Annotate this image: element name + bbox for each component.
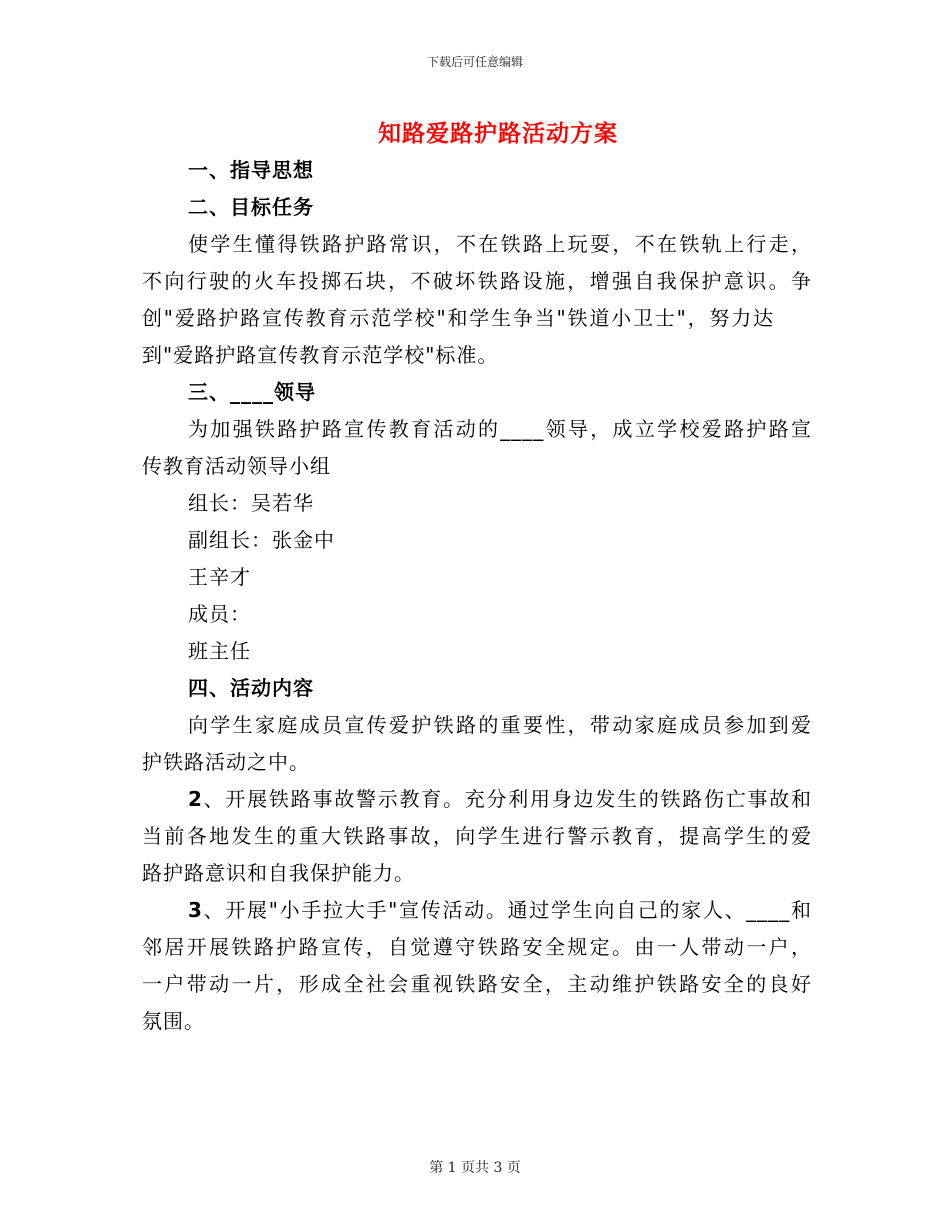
paragraph-line: 氛围。	[142, 1009, 205, 1033]
deputy-leader-2: 王辛才	[188, 565, 251, 589]
item-text: 、开展"小手拉大手"宣传活动。通过学生向自己的家人、____和	[202, 898, 812, 922]
item-text: 、开展铁路事故警示教育。充分利用身边发生的铁路伤亡事故和	[202, 787, 812, 811]
group-leader: 组长：吴若华	[188, 491, 314, 515]
paragraph-line: 传教育活动领导小组	[142, 454, 331, 478]
item-number: 3	[188, 898, 203, 922]
item-number: 2	[188, 787, 203, 811]
paragraph-line: 一户带动一片，形成全社会重视铁路安全，主动维护铁路安全的良好	[142, 972, 812, 996]
activity-item-3	[142, 892, 812, 929]
section-heading-guiding-ideology: 一、指导思想	[188, 158, 314, 182]
paragraph-line: 路护路意识和自我保护能力。	[142, 861, 415, 885]
paragraph-line: 使学生懂得铁路护路常识，不在铁路上玩耍，不在铁轨上行走，	[188, 232, 812, 256]
paragraph-line: 当前各地发生的重大铁路事故，向学生进行警示教育，提高学生的爱	[142, 824, 812, 848]
paragraph-line: 向学生家庭成员宣传爱护铁路的重要性，带动家庭成员参加到爱	[188, 713, 812, 737]
page-header: 下载后可任意编辑	[426, 55, 523, 69]
page-footer: 第 1 页共 3 页	[429, 1160, 521, 1176]
members: 班主任	[188, 639, 251, 663]
members-label: 成员：	[188, 602, 251, 626]
deputy-leader: 副组长：张金中	[188, 528, 335, 552]
document-title: 知路爱路护路活动方案	[378, 120, 618, 147]
paragraph-line: 邻居开展铁路护路宣传，自觉遵守铁路安全规定。由一人带动一户，	[142, 935, 812, 959]
paragraph-line: 不向行驶的火车投掷石块，不破坏铁路设施，增强自我保护意识。争	[142, 269, 812, 293]
section-heading-goals: 二、目标任务	[188, 195, 314, 219]
paragraph-line: 为加强铁路护路宣传教育活动的____领导，成立学校爱路护路宣	[188, 417, 812, 441]
activity-item-2	[142, 781, 812, 818]
paragraph-line: 到"爱路护路宣传教育示范学校"标准。	[142, 343, 499, 367]
section-heading-leadership: 三、____领导	[188, 380, 316, 404]
paragraph-line: 创"爱路护路宣传教育示范学校"和学生争当"铁道小卫士"，努力达	[142, 306, 774, 330]
section-heading-activities: 四、活动内容	[188, 676, 314, 700]
paragraph-line: 护铁路活动之中。	[142, 750, 310, 774]
document-body	[142, 152, 812, 1040]
